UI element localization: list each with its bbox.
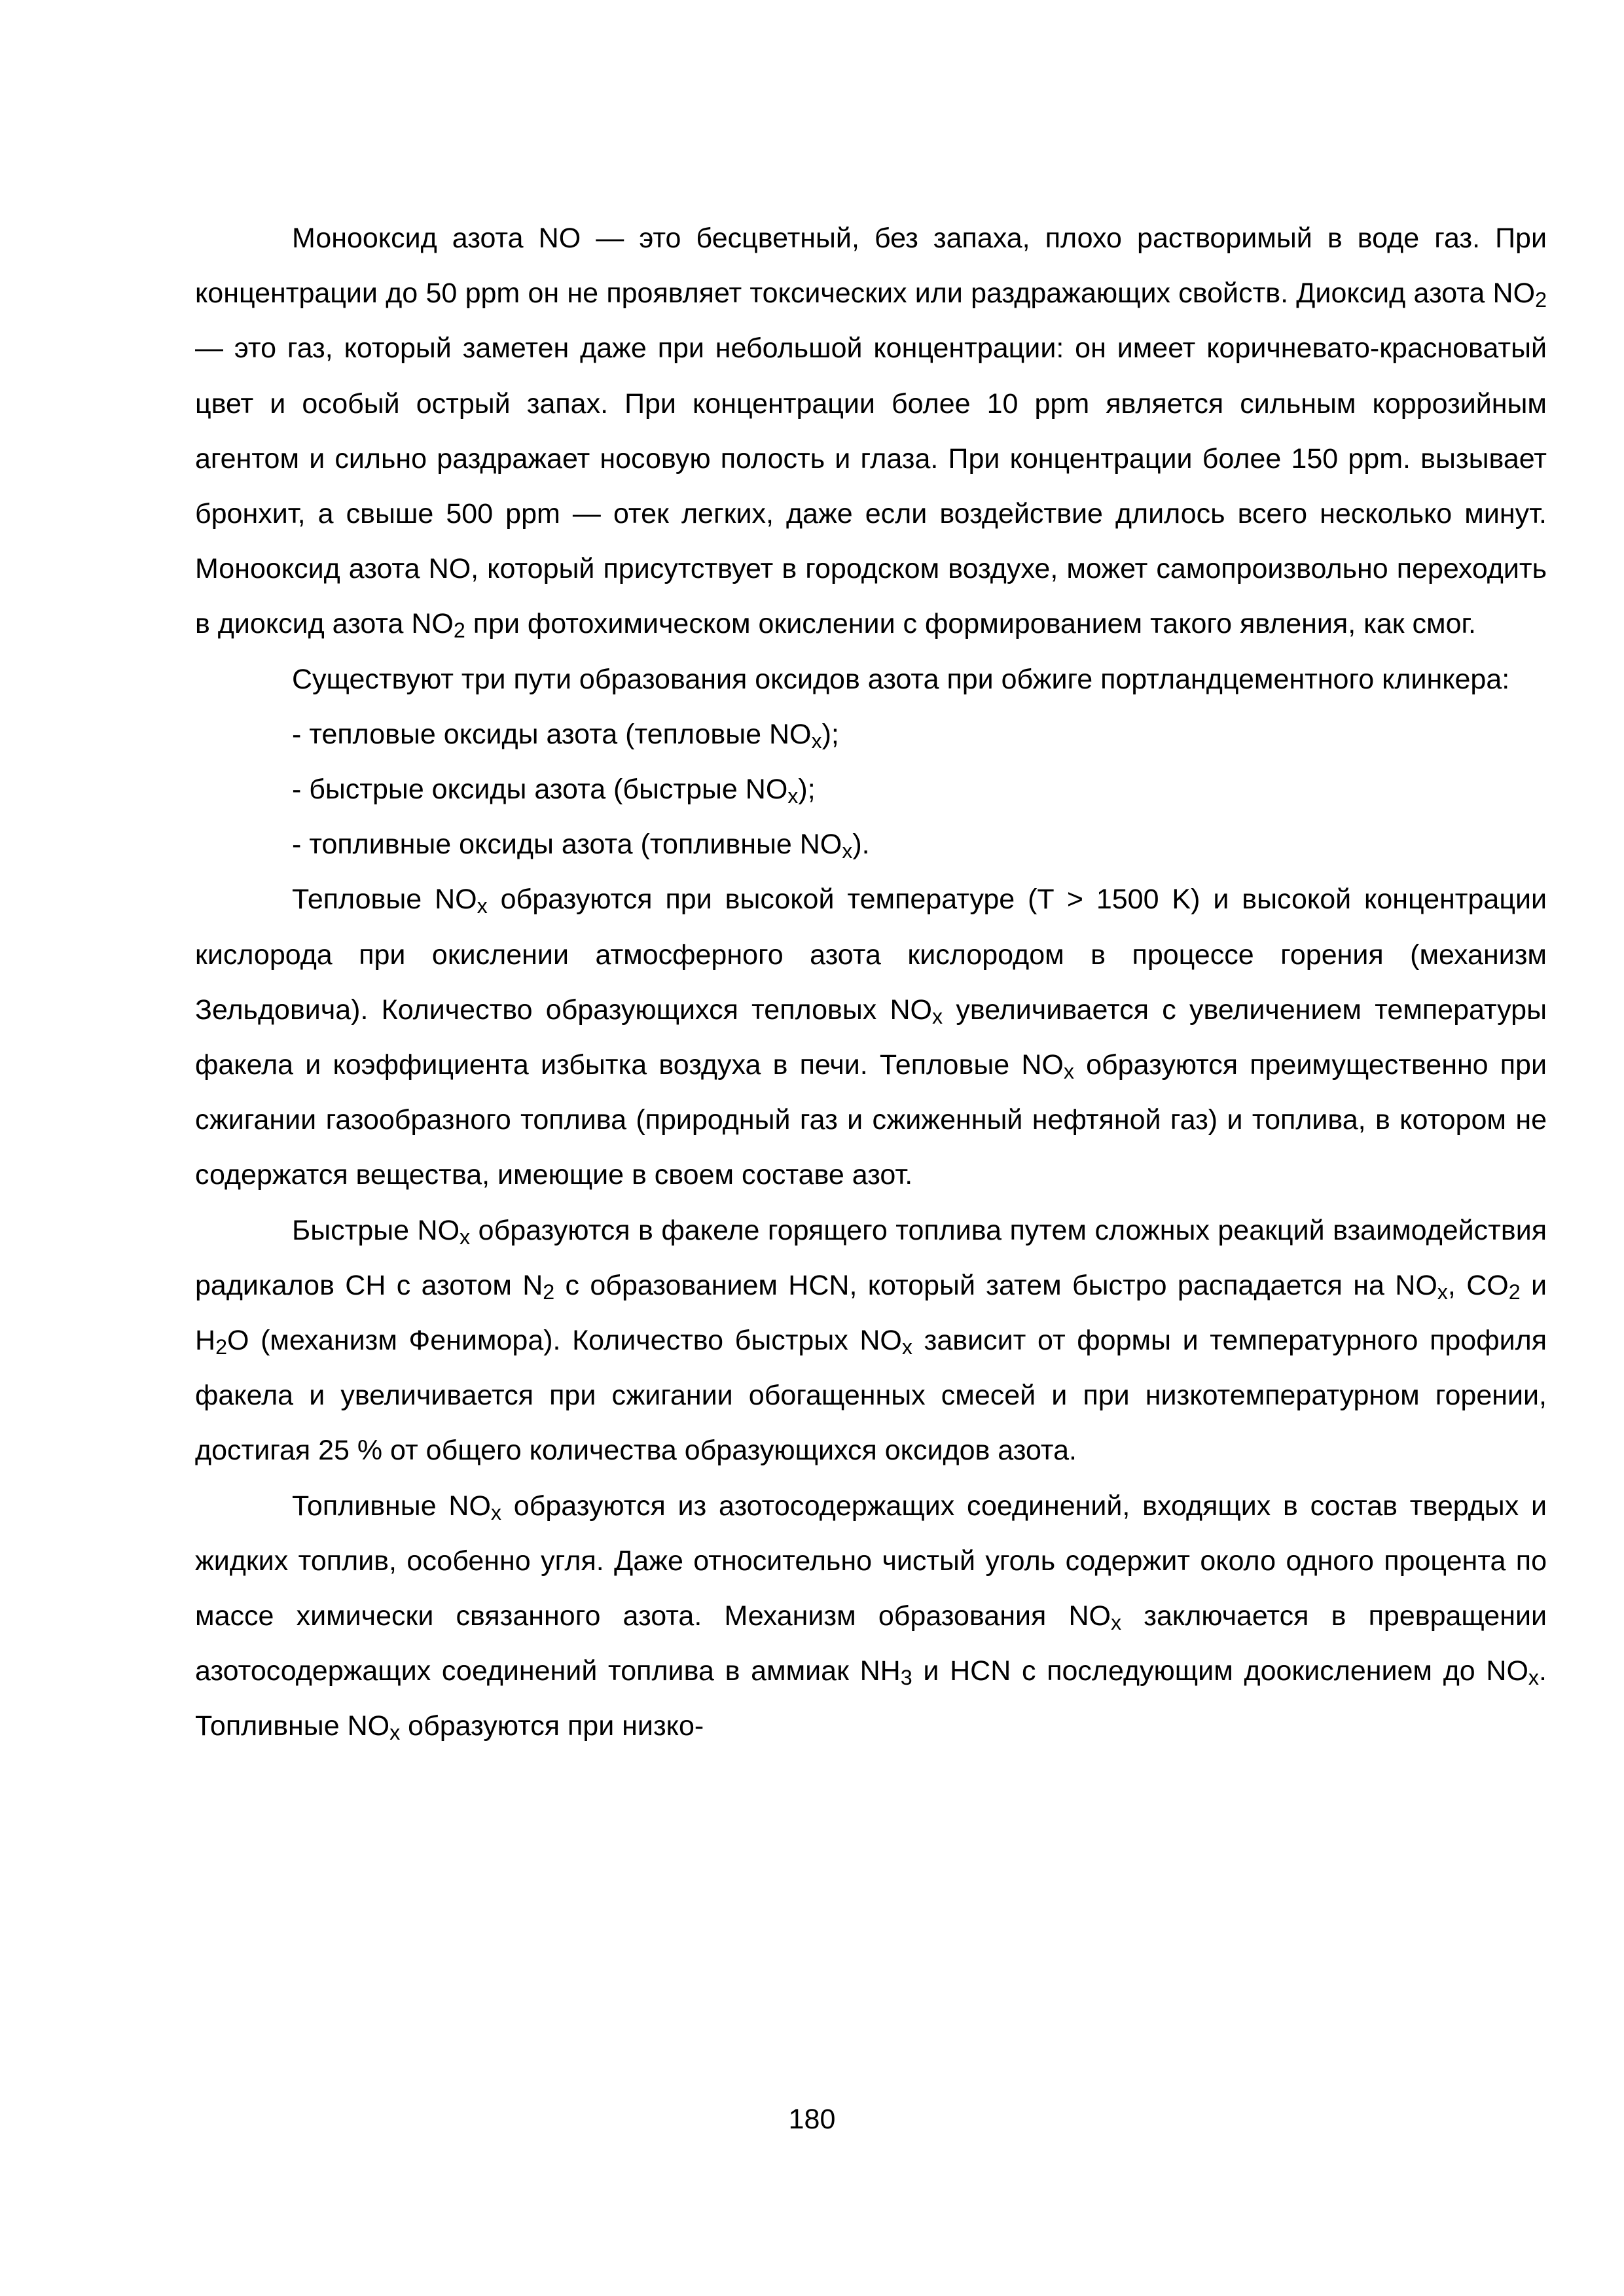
list-item bbox=[292, 707, 1547, 762]
page-number: 180 bbox=[788, 2104, 836, 2135]
text-run: O (механизм Фенимора). Количество быстрых NO bbox=[227, 1325, 902, 1357]
subscript: x bbox=[901, 1335, 913, 1359]
subscript: x bbox=[1437, 1280, 1448, 1304]
text-run: образуются при низко- bbox=[400, 1710, 704, 1742]
text-run: и H bbox=[195, 1269, 1547, 1357]
paragraph bbox=[195, 211, 1547, 652]
text-run: Быстрые NO bbox=[292, 1214, 460, 1246]
subscript: x bbox=[389, 1721, 401, 1745]
text-run: — это газ, который заметен даже при небольшой концентрации: он имеет коричневато-красноватый цвет и особый острый запах. При концентрации более 10 ppm является сильным коррозийным агентом и сильно раздражает носовую полость и глаза. При концентрации более 150 ppm. вызывает бронхит, а свыше 500 ppm — отек легких, даже если воздействие длилось всего несколько минут. Монооксид азота NO, который присутствует в городском воздухе, может самопроизвольно переходить в диоксид азота NO bbox=[195, 332, 1547, 640]
text-run: с образованием HCN, который затем быстро распадается на NO bbox=[554, 1269, 1437, 1301]
subscript: x bbox=[842, 839, 853, 863]
subscript: x bbox=[1110, 1611, 1122, 1635]
page-text bbox=[195, 211, 1547, 1754]
text-run: при фотохимическом окислении с формированием такого явления, как смог. bbox=[465, 608, 1476, 640]
subscript: 2 bbox=[215, 1335, 227, 1359]
paragraph bbox=[195, 1203, 1547, 1479]
list-item bbox=[292, 817, 1547, 872]
subscript: x bbox=[1528, 1666, 1540, 1690]
paragraph bbox=[195, 1479, 1547, 1754]
paragraph bbox=[195, 652, 1547, 707]
text-run: - тепловые оксиды азота (тепловые NO bbox=[292, 718, 812, 750]
paragraph bbox=[195, 872, 1547, 1202]
text-run: образуются в факеле горящего топлива путем сложных реакций взаимодействия радикалов CH с азотом N bbox=[195, 1214, 1547, 1301]
subscript: x bbox=[1063, 1060, 1074, 1084]
text-run: Существуют три пути образования оксидов азота при обжиге портландцементного клинкера: bbox=[292, 663, 1510, 695]
text-run: образуются из азотосодержащих соединений, входящих в состав твердых и жидких топлив, особенно угля. Даже относительно чистый уголь содержит около одного процента по массе химически связанного азота. Механизм образования NO bbox=[195, 1490, 1547, 1632]
subscript: 2 bbox=[453, 619, 465, 643]
text-run: Монооксид азота NO — это бесцветный, без запаха, плохо растворимый в воде газ. При концентрации до 50 ppm он не проявляет токсических или раздражающих свойств. Диоксид азота NO bbox=[195, 223, 1547, 310]
subscript: 2 bbox=[1508, 1280, 1521, 1304]
subscript: x bbox=[931, 1004, 943, 1028]
text-run: увеличивается с увеличением температуры факела и коэффициента избытка воздуха в печи. Тепловые NO bbox=[195, 994, 1547, 1081]
subscript: x bbox=[490, 1500, 502, 1524]
text-run: , CO bbox=[1447, 1269, 1509, 1301]
subscript: 3 bbox=[900, 1666, 912, 1690]
text-run: . Топливные NO bbox=[195, 1655, 1547, 1742]
text-run: ). bbox=[852, 829, 870, 861]
text-run: образуются преимущественно при сжигании газообразного топлива (природный газ и сжиженный нефтяной газ) и топлива, в котором не содержатся вещества, имеющие в своем составе азот. bbox=[195, 1049, 1547, 1191]
text-run: образуются при высокой температуре (T > 1500 K) и высокой концентрации кислорода при окислении атмосферного азота кислородом в процессе горения (механизм Зельдовича). Количество образующихся тепловых NO bbox=[195, 884, 1547, 1026]
subscript: x bbox=[477, 894, 488, 918]
subscript: x bbox=[787, 784, 799, 808]
text-run: Топливные NO bbox=[292, 1490, 491, 1522]
text-run: зависит от формы и температурного профиля факела и увеличивается при сжигании обогащенных смесей и при низкотемпературном горении, достигая 25 % от общего количества образующихся оксидов азота. bbox=[195, 1325, 1547, 1467]
text-run: ); bbox=[821, 718, 839, 750]
text-run: - быстрые оксиды азота (быстрые NO bbox=[292, 774, 788, 806]
list-item bbox=[292, 762, 1547, 817]
subscript: x bbox=[811, 728, 822, 753]
subscript: 2 bbox=[1535, 288, 1547, 312]
text-run: ); bbox=[798, 774, 816, 806]
text-run: Тепловые NO bbox=[292, 884, 477, 916]
subscript: 2 bbox=[543, 1280, 555, 1304]
subscript: x bbox=[460, 1225, 471, 1249]
text-run: и HCN с последующим доокислением до NO bbox=[912, 1655, 1528, 1687]
text-run: - топливные оксиды азота (топливные NO bbox=[292, 829, 842, 861]
text-run: заключается в превращении азотосодержащих соединений топлива в аммиак NH bbox=[195, 1600, 1547, 1687]
